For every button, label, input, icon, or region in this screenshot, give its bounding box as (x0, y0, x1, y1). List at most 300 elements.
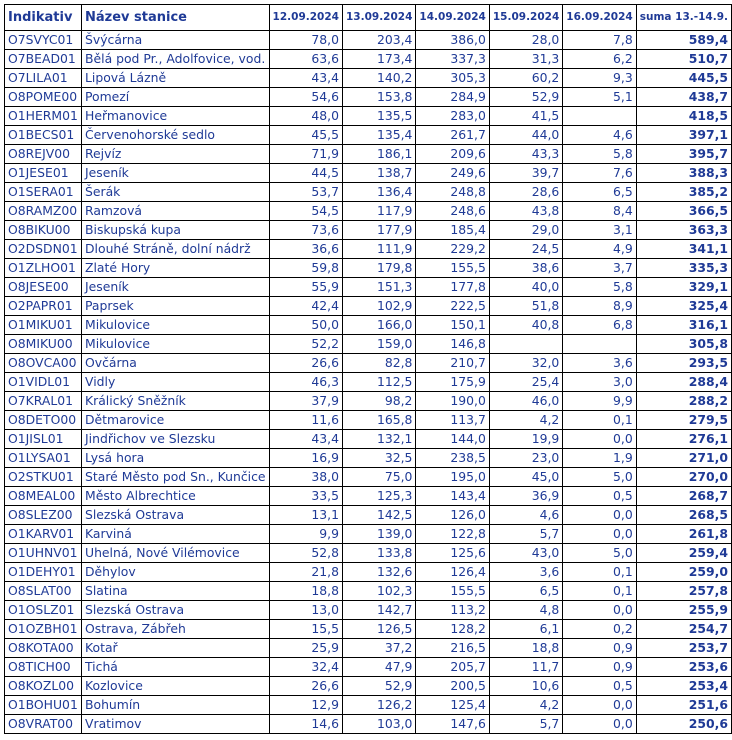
table-row (5, 639, 732, 658)
table-row (5, 183, 732, 202)
value-cell-date-1: 46,3 (269, 373, 342, 392)
value-cell-date-2: 142,7 (342, 601, 415, 620)
sum-cell: 438,7 (636, 88, 731, 107)
station-code-cell: O1BECS01 (5, 126, 82, 145)
station-code-cell: O7KRAL01 (5, 392, 82, 411)
value-cell-date-1: 52,2 (269, 335, 342, 354)
value-cell-date-3: 175,9 (416, 373, 489, 392)
value-cell-date-1: 14,6 (269, 715, 342, 734)
header-date-1: 12.09.2024 (269, 5, 342, 31)
station-code-cell: O7SVYC01 (5, 31, 82, 50)
value-cell-date-2: 102,9 (342, 297, 415, 316)
value-cell-date-5: 5,8 (563, 278, 636, 297)
table-row (5, 468, 732, 487)
station-code-cell: O8OVCA00 (5, 354, 82, 373)
value-cell-date-2: 117,9 (342, 202, 415, 221)
value-cell-date-5: 0,9 (563, 658, 636, 677)
sum-cell: 253,4 (636, 677, 731, 696)
value-cell-date-3: 190,0 (416, 392, 489, 411)
value-cell-date-5: 4,6 (563, 126, 636, 145)
value-cell-date-2: 173,4 (342, 50, 415, 69)
value-cell-date-1: 38,0 (269, 468, 342, 487)
value-cell-date-3: 126,4 (416, 563, 489, 582)
table-row (5, 392, 732, 411)
value-cell-date-2: 103,0 (342, 715, 415, 734)
table-row (5, 240, 732, 259)
station-code-cell: O1SERA01 (5, 183, 82, 202)
value-cell-date-5: 0,1 (563, 411, 636, 430)
header-date-3: 14.09.2024 (416, 5, 489, 31)
value-cell-date-1: 71,9 (269, 145, 342, 164)
value-cell-date-5: 0,9 (563, 639, 636, 658)
table-row (5, 620, 732, 639)
station-code-cell: O1ZLHO01 (5, 259, 82, 278)
value-cell-date-2: 186,1 (342, 145, 415, 164)
value-cell-date-5: 0,5 (563, 677, 636, 696)
table-row (5, 88, 732, 107)
station-name-cell: Šerák (82, 183, 270, 202)
value-cell-date-1: 43,4 (269, 69, 342, 88)
sum-cell: 397,1 (636, 126, 731, 145)
station-code-cell: O8VRAT00 (5, 715, 82, 734)
value-cell-date-3: 177,8 (416, 278, 489, 297)
station-code-cell: O8JESE00 (5, 278, 82, 297)
value-cell-date-4: 36,9 (489, 487, 562, 506)
value-cell-date-4: 3,6 (489, 563, 562, 582)
value-cell-date-3: 222,5 (416, 297, 489, 316)
station-name-cell: Staré Město pod Sn., Kunčice (82, 468, 270, 487)
value-cell-date-2: 47,9 (342, 658, 415, 677)
station-code-cell: O8BIKU00 (5, 221, 82, 240)
value-cell-date-3: 125,6 (416, 544, 489, 563)
value-cell-date-1: 16,9 (269, 449, 342, 468)
value-cell-date-4: 28,0 (489, 31, 562, 50)
table-row (5, 316, 732, 335)
value-cell-date-2: 126,5 (342, 620, 415, 639)
table-row (5, 164, 732, 183)
value-cell-date-5: 0,0 (563, 696, 636, 715)
value-cell-date-4: 18,8 (489, 639, 562, 658)
station-name-cell: Jeseník (82, 278, 270, 297)
value-cell-date-2: 132,1 (342, 430, 415, 449)
station-code-cell: O1HERM01 (5, 107, 82, 126)
value-cell-date-4: 45,0 (489, 468, 562, 487)
value-cell-date-4: 11,7 (489, 658, 562, 677)
station-name-cell: Děhylov (82, 563, 270, 582)
sum-cell: 341,1 (636, 240, 731, 259)
sum-cell: 261,8 (636, 525, 731, 544)
station-code-cell: O2PAPR01 (5, 297, 82, 316)
value-cell-date-5: 0,0 (563, 525, 636, 544)
value-cell-date-3: 146,8 (416, 335, 489, 354)
table-row (5, 297, 732, 316)
value-cell-date-5: 5,0 (563, 544, 636, 563)
value-cell-date-1: 73,6 (269, 221, 342, 240)
header-row (5, 5, 732, 31)
station-name-cell: Zlaté Hory (82, 259, 270, 278)
value-cell-date-1: 44,5 (269, 164, 342, 183)
value-cell-date-1: 45,5 (269, 126, 342, 145)
table-body (5, 31, 732, 734)
value-cell-date-1: 53,7 (269, 183, 342, 202)
value-cell-date-4: 4,6 (489, 506, 562, 525)
value-cell-date-2: 125,3 (342, 487, 415, 506)
value-cell-date-3: 150,1 (416, 316, 489, 335)
value-cell-date-4: 4,2 (489, 411, 562, 430)
station-name-cell: Ostrava, Zábřeh (82, 620, 270, 639)
station-code-cell: O8RAMZ00 (5, 202, 82, 221)
value-cell-date-1: 42,4 (269, 297, 342, 316)
value-cell-date-1: 13,0 (269, 601, 342, 620)
sum-cell: 271,0 (636, 449, 731, 468)
value-cell-date-4: 4,8 (489, 601, 562, 620)
station-code-cell: O1DEHY01 (5, 563, 82, 582)
value-cell-date-1: 37,9 (269, 392, 342, 411)
table-row (5, 354, 732, 373)
station-name-cell: Švýcárna (82, 31, 270, 50)
value-cell-date-3: 248,8 (416, 183, 489, 202)
value-cell-date-4: 32,0 (489, 354, 562, 373)
value-cell-date-1: 33,5 (269, 487, 342, 506)
value-cell-date-3: 229,2 (416, 240, 489, 259)
value-cell-date-4: 28,6 (489, 183, 562, 202)
value-cell-date-2: 136,4 (342, 183, 415, 202)
table-row (5, 677, 732, 696)
sum-cell: 305,8 (636, 335, 731, 354)
value-cell-date-2: 153,8 (342, 88, 415, 107)
station-name-cell: Slezská Ostrava (82, 506, 270, 525)
value-cell-date-1: 48,0 (269, 107, 342, 126)
station-name-cell: Vratimov (82, 715, 270, 734)
sum-cell: 335,3 (636, 259, 731, 278)
value-cell-date-3: 147,6 (416, 715, 489, 734)
value-cell-date-5: 9,3 (563, 69, 636, 88)
station-code-cell: O8KOTA00 (5, 639, 82, 658)
value-cell-date-1: 26,6 (269, 354, 342, 373)
value-cell-date-1: 63,6 (269, 50, 342, 69)
value-cell-date-4: 43,3 (489, 145, 562, 164)
station-name-cell: Dětmarovice (82, 411, 270, 430)
station-name-cell: Karviná (82, 525, 270, 544)
value-cell-date-1: 26,6 (269, 677, 342, 696)
station-name-cell: Dlouhé Stráně, dolní nádrž (82, 240, 270, 259)
value-cell-date-4: 39,7 (489, 164, 562, 183)
value-cell-date-3: 386,0 (416, 31, 489, 50)
value-cell-date-3: 305,3 (416, 69, 489, 88)
station-code-cell: O1JISL01 (5, 430, 82, 449)
station-code-cell: O8SLAT00 (5, 582, 82, 601)
value-cell-date-4: 60,2 (489, 69, 562, 88)
value-cell-date-4: 10,6 (489, 677, 562, 696)
value-cell-date-2: 135,5 (342, 107, 415, 126)
value-cell-date-5: 0,1 (563, 582, 636, 601)
station-code-cell: O1LYSA01 (5, 449, 82, 468)
station-name-cell: Kotař (82, 639, 270, 658)
table-row (5, 373, 732, 392)
station-code-cell: O1OZBH01 (5, 620, 82, 639)
value-cell-date-5 (563, 335, 636, 354)
value-cell-date-4: 19,9 (489, 430, 562, 449)
value-cell-date-1: 12,9 (269, 696, 342, 715)
value-cell-date-3: 283,0 (416, 107, 489, 126)
station-name-cell: Králický Sněžník (82, 392, 270, 411)
value-cell-date-2: 111,9 (342, 240, 415, 259)
value-cell-date-5: 0,5 (563, 487, 636, 506)
value-cell-date-3: 113,7 (416, 411, 489, 430)
value-cell-date-2: 52,9 (342, 677, 415, 696)
table-row (5, 582, 732, 601)
value-cell-date-4: 25,4 (489, 373, 562, 392)
value-cell-date-2: 203,4 (342, 31, 415, 50)
value-cell-date-4: 5,7 (489, 525, 562, 544)
sum-cell: 251,6 (636, 696, 731, 715)
station-code-cell: O7LILA01 (5, 69, 82, 88)
precipitation-table (4, 4, 732, 734)
station-name-cell: Uhelná, Nové Vilémovice (82, 544, 270, 563)
station-name-cell: Slatina (82, 582, 270, 601)
value-cell-date-1: 43,4 (269, 430, 342, 449)
value-cell-date-3: 144,0 (416, 430, 489, 449)
value-cell-date-2: 98,2 (342, 392, 415, 411)
sum-cell: 259,4 (636, 544, 731, 563)
station-name-cell: Kozlovice (82, 677, 270, 696)
value-cell-date-4: 5,7 (489, 715, 562, 734)
value-cell-date-4: 51,8 (489, 297, 562, 316)
value-cell-date-2: 32,5 (342, 449, 415, 468)
table-row (5, 126, 732, 145)
value-cell-date-2: 139,0 (342, 525, 415, 544)
value-cell-date-5: 0,0 (563, 715, 636, 734)
value-cell-date-3: 113,2 (416, 601, 489, 620)
sum-cell: 445,5 (636, 69, 731, 88)
value-cell-date-3: 205,7 (416, 658, 489, 677)
header-sum: suma 13.-14.9. (636, 5, 731, 31)
precipitation-table-container (4, 4, 732, 734)
station-code-cell: O7BEAD01 (5, 50, 82, 69)
value-cell-date-4: 52,9 (489, 88, 562, 107)
value-cell-date-5: 7,8 (563, 31, 636, 50)
value-cell-date-1: 52,8 (269, 544, 342, 563)
station-code-cell: O8POME00 (5, 88, 82, 107)
table-row (5, 31, 732, 50)
table-row (5, 449, 732, 468)
value-cell-date-4: 43,8 (489, 202, 562, 221)
station-name-cell: Červenohorské sedlo (82, 126, 270, 145)
value-cell-date-2: 179,8 (342, 259, 415, 278)
sum-cell: 329,1 (636, 278, 731, 297)
value-cell-date-5: 6,5 (563, 183, 636, 202)
header-date-4: 15.09.2024 (489, 5, 562, 31)
station-name-cell: Ramzová (82, 202, 270, 221)
station-name-cell: Slezská Ostrava (82, 601, 270, 620)
table-row (5, 50, 732, 69)
table-row (5, 278, 732, 297)
value-cell-date-5: 0,2 (563, 620, 636, 639)
value-cell-date-5: 0,0 (563, 601, 636, 620)
value-cell-date-5: 6,8 (563, 316, 636, 335)
station-code-cell: O8TICH00 (5, 658, 82, 677)
value-cell-date-3: 337,3 (416, 50, 489, 69)
value-cell-date-4: 24,5 (489, 240, 562, 259)
value-cell-date-4: 46,0 (489, 392, 562, 411)
value-cell-date-4: 6,1 (489, 620, 562, 639)
value-cell-date-3: 128,2 (416, 620, 489, 639)
header-date-5: 16.09.2024 (563, 5, 636, 31)
station-name-cell: Paprsek (82, 297, 270, 316)
value-cell-date-4: 38,6 (489, 259, 562, 278)
sum-cell: 395,7 (636, 145, 731, 164)
sum-cell: 589,4 (636, 31, 731, 50)
table-row (5, 563, 732, 582)
station-code-cell: O8MIKU00 (5, 335, 82, 354)
value-cell-date-3: 238,5 (416, 449, 489, 468)
value-cell-date-5: 5,1 (563, 88, 636, 107)
value-cell-date-1: 15,5 (269, 620, 342, 639)
value-cell-date-5 (563, 107, 636, 126)
sum-cell: 279,5 (636, 411, 731, 430)
value-cell-date-5: 0,1 (563, 563, 636, 582)
value-cell-date-1: 25,9 (269, 639, 342, 658)
station-name-cell: Město Albrechtice (82, 487, 270, 506)
station-name-cell: Jeseník (82, 164, 270, 183)
sum-cell: 288,4 (636, 373, 731, 392)
station-code-cell: O1JESE01 (5, 164, 82, 183)
value-cell-date-4: 4,2 (489, 696, 562, 715)
table-row (5, 487, 732, 506)
table-row (5, 411, 732, 430)
station-code-cell: O2STKU01 (5, 468, 82, 487)
value-cell-date-5: 3,7 (563, 259, 636, 278)
value-cell-date-3: 248,6 (416, 202, 489, 221)
sum-cell: 510,7 (636, 50, 731, 69)
station-name-cell: Mikulovice (82, 316, 270, 335)
table-row (5, 107, 732, 126)
value-cell-date-2: 135,4 (342, 126, 415, 145)
value-cell-date-3: 185,4 (416, 221, 489, 240)
station-name-cell: Jindřichov ve Slezsku (82, 430, 270, 449)
value-cell-date-1: 9,9 (269, 525, 342, 544)
header-date-2: 13.09.2024 (342, 5, 415, 31)
value-cell-date-1: 78,0 (269, 31, 342, 50)
table-row (5, 430, 732, 449)
value-cell-date-1: 59,8 (269, 259, 342, 278)
value-cell-date-5: 7,6 (563, 164, 636, 183)
table-row (5, 259, 732, 278)
station-code-cell: O8MEAL00 (5, 487, 82, 506)
value-cell-date-3: 195,0 (416, 468, 489, 487)
table-row (5, 145, 732, 164)
value-cell-date-3: 155,5 (416, 582, 489, 601)
sum-cell: 268,5 (636, 506, 731, 525)
value-cell-date-4: 40,8 (489, 316, 562, 335)
table-row (5, 544, 732, 563)
sum-cell: 325,4 (636, 297, 731, 316)
value-cell-date-5: 9,9 (563, 392, 636, 411)
station-code-cell: O1KARV01 (5, 525, 82, 544)
value-cell-date-1: 54,6 (269, 88, 342, 107)
table-row (5, 69, 732, 88)
station-code-cell: O1OSLZ01 (5, 601, 82, 620)
station-name-cell: Pomezí (82, 88, 270, 107)
value-cell-date-1: 18,8 (269, 582, 342, 601)
value-cell-date-3: 155,5 (416, 259, 489, 278)
table-row (5, 525, 732, 544)
value-cell-date-4: 40,0 (489, 278, 562, 297)
sum-cell: 385,2 (636, 183, 731, 202)
value-cell-date-3: 209,6 (416, 145, 489, 164)
station-name-cell: Biskupská kupa (82, 221, 270, 240)
sum-cell: 268,7 (636, 487, 731, 506)
table-row (5, 658, 732, 677)
station-name-cell: Heřmanovice (82, 107, 270, 126)
value-cell-date-2: 126,2 (342, 696, 415, 715)
station-name-cell: Rejvíz (82, 145, 270, 164)
sum-cell: 253,7 (636, 639, 731, 658)
value-cell-date-3: 284,9 (416, 88, 489, 107)
station-code-cell: O1VIDL01 (5, 373, 82, 392)
value-cell-date-4: 41,5 (489, 107, 562, 126)
value-cell-date-2: 82,8 (342, 354, 415, 373)
station-name-cell: Lysá hora (82, 449, 270, 468)
table-row (5, 335, 732, 354)
value-cell-date-1: 21,8 (269, 563, 342, 582)
value-cell-date-4: 44,0 (489, 126, 562, 145)
value-cell-date-2: 138,7 (342, 164, 415, 183)
value-cell-date-4: 23,0 (489, 449, 562, 468)
value-cell-date-1: 50,0 (269, 316, 342, 335)
sum-cell: 363,3 (636, 221, 731, 240)
station-code-cell: O8KOZL00 (5, 677, 82, 696)
value-cell-date-5: 4,9 (563, 240, 636, 259)
sum-cell: 276,1 (636, 430, 731, 449)
table-row (5, 202, 732, 221)
sum-cell: 388,3 (636, 164, 731, 183)
header-indikativ: Indikativ (5, 5, 82, 31)
value-cell-date-3: 261,7 (416, 126, 489, 145)
value-cell-date-3: 125,4 (416, 696, 489, 715)
station-code-cell: O2DSDN01 (5, 240, 82, 259)
value-cell-date-4: 43,0 (489, 544, 562, 563)
station-name-cell: Bělá pod Pr., Adolfovice, vod. (82, 50, 270, 69)
value-cell-date-4 (489, 335, 562, 354)
value-cell-date-5: 1,9 (563, 449, 636, 468)
value-cell-date-2: 112,5 (342, 373, 415, 392)
value-cell-date-2: 159,0 (342, 335, 415, 354)
sum-cell: 366,5 (636, 202, 731, 221)
value-cell-date-3: 249,6 (416, 164, 489, 183)
table-row (5, 601, 732, 620)
value-cell-date-1: 54,5 (269, 202, 342, 221)
station-code-cell: O1UHNV01 (5, 544, 82, 563)
value-cell-date-3: 210,7 (416, 354, 489, 373)
value-cell-date-5: 5,8 (563, 145, 636, 164)
sum-cell: 255,9 (636, 601, 731, 620)
value-cell-date-1: 11,6 (269, 411, 342, 430)
value-cell-date-3: 126,0 (416, 506, 489, 525)
station-code-cell: O1BOHU01 (5, 696, 82, 715)
header-station-name: Název stanice (82, 5, 270, 31)
station-name-cell: Lipová Lázně (82, 69, 270, 88)
value-cell-date-1: 36,6 (269, 240, 342, 259)
value-cell-date-2: 142,5 (342, 506, 415, 525)
value-cell-date-5: 8,4 (563, 202, 636, 221)
sum-cell: 316,1 (636, 316, 731, 335)
station-name-cell: Mikulovice (82, 335, 270, 354)
value-cell-date-2: 177,9 (342, 221, 415, 240)
value-cell-date-2: 75,0 (342, 468, 415, 487)
station-code-cell: O1MIKU01 (5, 316, 82, 335)
value-cell-date-5: 3,1 (563, 221, 636, 240)
